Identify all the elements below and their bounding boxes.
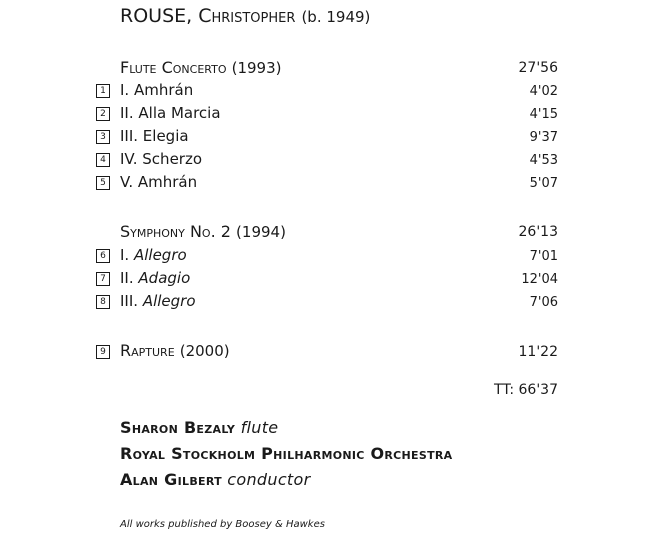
movement-number: II.	[120, 269, 134, 287]
work-time-symphony-2: 26'13	[518, 224, 558, 240]
work-title-flute-concerto	[120, 58, 281, 77]
work-year: (1993)	[231, 59, 282, 77]
track-title: V. Amhrán	[120, 173, 198, 191]
work-name: Flute Concerto	[120, 58, 227, 77]
composer-years: (b. 1949)	[301, 8, 371, 26]
work-time-rapture: 11'22	[518, 344, 558, 360]
performer-soloist	[120, 418, 278, 437]
work-name: Symphony No. 2	[120, 222, 231, 241]
track-time: 4'53	[529, 153, 558, 168]
work-name: Rapture	[120, 341, 175, 360]
track-time: 12'04	[521, 272, 558, 287]
track-title	[120, 292, 196, 310]
track-time: 4'02	[529, 84, 558, 99]
track-number-box: 9	[96, 345, 110, 359]
track-number-box: 3	[96, 130, 110, 144]
track-number-box: 8	[96, 295, 110, 309]
performer-conductor	[120, 470, 310, 489]
work-time-flute-concerto: 27'56	[518, 60, 558, 76]
movement-name: Allegro	[133, 246, 187, 264]
track-number-box: 6	[96, 249, 110, 263]
track-title: I. Amhrán	[120, 81, 194, 99]
composer-name: ROUSE, Christopher	[120, 5, 296, 27]
performer-role: conductor	[227, 470, 311, 489]
composer-heading	[120, 5, 370, 27]
movement-number: I.	[120, 246, 130, 264]
performer-orchestra	[120, 444, 452, 463]
performer-name: Sharon Bezaly	[120, 418, 236, 437]
work-year: (1994)	[236, 223, 286, 241]
track-title: II. Alla Marcia	[120, 104, 221, 122]
total-time: TT: 66'37	[494, 382, 558, 398]
track-number-box: 4	[96, 153, 110, 167]
work-title-rapture	[120, 341, 230, 360]
track-title: IV. Scherzo	[120, 150, 203, 168]
track-title	[120, 269, 190, 287]
track-time: 7'01	[529, 249, 558, 264]
performer-name: Alan Gilbert	[120, 470, 222, 489]
track-title	[120, 246, 187, 264]
track-time: 7'06	[529, 295, 558, 310]
track-time: 4'15	[529, 107, 558, 122]
track-title: III. Elegia	[120, 127, 189, 145]
publisher-note: All works published by Boosey & Hawkes	[120, 519, 325, 530]
track-number-box: 2	[96, 107, 110, 121]
track-time: 9'37	[529, 130, 558, 145]
work-title-symphony-2	[120, 222, 286, 241]
movement-name: Adagio	[138, 269, 191, 287]
track-number-box: 7	[96, 272, 110, 286]
performer-name: Royal Stockholm Philharmonic Orchestra	[120, 444, 453, 463]
track-number-box: 5	[96, 176, 110, 190]
track-time: 5'07	[529, 176, 558, 191]
movement-name: Allegro	[142, 292, 196, 310]
performer-role: flute	[240, 418, 279, 437]
work-year: (2000)	[179, 342, 230, 360]
track-number-box: 1	[96, 84, 110, 98]
movement-number: III.	[120, 292, 139, 310]
